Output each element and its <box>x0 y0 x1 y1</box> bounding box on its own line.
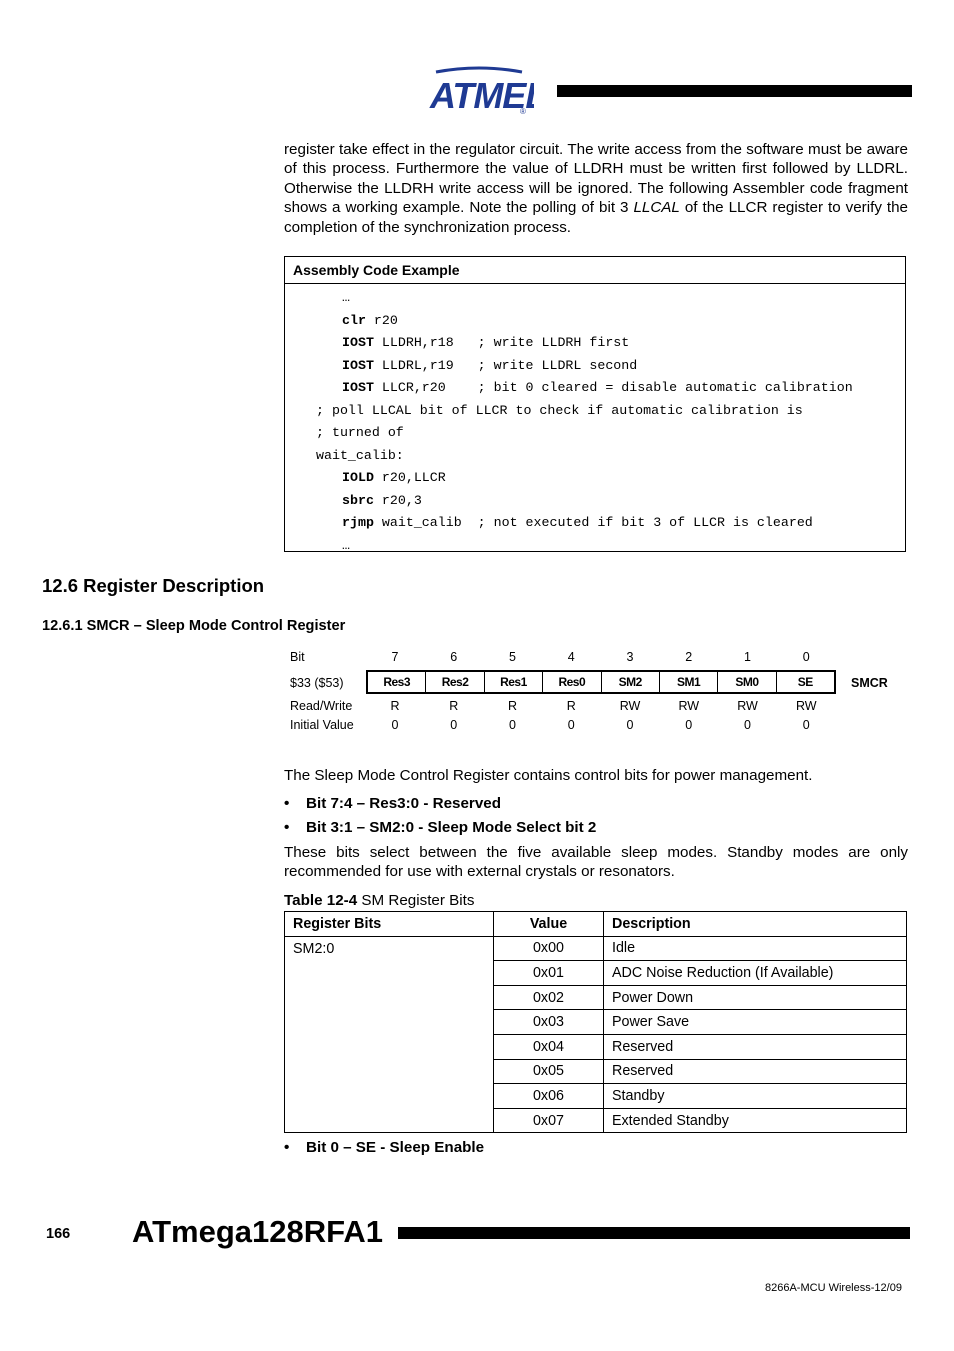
read-write-value: RW <box>678 699 700 713</box>
bit-number: 6 <box>450 650 458 664</box>
footer-bar <box>398 1227 910 1239</box>
intro-paragraph: register take effect in the regulator circuit. The write access from the software must be aware of this process. Furthermore the value of LLDRH must be written first followed by LLDRL. Otherwise the LLDRH write access will be ignored. The following Assembler code fragment shows a working example. Note the polling of bit 3 LLCAL of the LLCR register to verify the completion of the synchronization process. <box>284 141 909 236</box>
register-name: SMCR <box>851 676 888 690</box>
description-cell: Reserved <box>604 1034 907 1059</box>
bullet-sleep-mode-select: • Bit 3:1 – SM2:0 - Sleep Mode Select bit 2 <box>284 819 597 836</box>
atmel-logo <box>424 64 534 116</box>
initial-value: 0 <box>509 718 516 732</box>
bit-number: 2 <box>685 650 693 664</box>
header-bar <box>557 85 912 97</box>
initial-value: 0 <box>685 718 693 732</box>
llcal-emphasis: LLCAL <box>633 199 680 217</box>
description-cell: ADC Noise Reduction (If Available) <box>604 961 907 986</box>
register-field: SM1 <box>660 672 718 692</box>
register-field: Res1 <box>485 672 543 692</box>
register-field: SM2 <box>602 672 660 692</box>
table-row <box>285 936 907 961</box>
initial-value: 0 <box>567 718 575 732</box>
register-field: SM0 <box>718 672 776 692</box>
code-line: IOST LLDRH,r18 ; write LLDRH first <box>342 335 630 350</box>
section-heading: 12.6 Register Description <box>42 575 265 596</box>
register-address: $33 ($53) <box>290 676 344 690</box>
code-line: rjmp wait_calib ; not executed if bit 3 of LLCR is cleared <box>342 515 813 530</box>
code-example-title: Assembly Code Example <box>285 257 905 284</box>
code-line: clr r20 <box>342 312 398 328</box>
value-cell: 0x05 <box>494 1059 604 1084</box>
read-write-value: RW <box>737 699 758 713</box>
document-title: ATmega128RFA1 <box>132 1214 383 1249</box>
read-write-value: R <box>390 699 400 713</box>
code-line: ; poll LLCAL bit of LLCR to check if automatic calibration is <box>316 402 803 418</box>
value-cell: 0x00 <box>494 936 604 961</box>
svg-text:®: ® <box>520 107 526 116</box>
code-line: … <box>342 290 350 305</box>
header-register-bits: Register Bits <box>285 912 494 937</box>
table-caption: Table 12-4 SM Register Bits <box>284 892 475 909</box>
read-write-value: RW <box>795 699 817 713</box>
value-cell: 0x04 <box>494 1034 604 1059</box>
code-line: sbrc r20,3 <box>342 492 422 508</box>
read-write-value: RW <box>619 699 641 713</box>
bit-number: 0 <box>802 650 810 664</box>
description-cell: Power Down <box>604 985 907 1010</box>
description-cell: Reserved <box>604 1059 907 1084</box>
page-number: 166 <box>46 1226 71 1242</box>
document-code: 8266A-MCU Wireless-12/09 <box>765 1282 902 1294</box>
read-write-value: R <box>566 699 576 713</box>
initial-value: 0 <box>626 718 634 732</box>
sm-register-bits-table <box>284 911 907 1133</box>
code-line: wait_calib: <box>316 447 404 463</box>
description-cell: Extended Standby <box>604 1108 907 1133</box>
read-write-value: R <box>507 699 518 713</box>
register-bits-cell: SM2:0 <box>285 936 494 1133</box>
value-cell: 0x01 <box>494 961 604 986</box>
code-line: IOLD r20,LLCR <box>342 470 446 485</box>
value-cell: 0x07 <box>494 1108 604 1133</box>
bit-number: 4 <box>567 650 575 664</box>
code-line: ; turned of <box>316 425 404 440</box>
value-cell: 0x06 <box>494 1084 604 1109</box>
bullet-reserved: • Bit 7:4 – Res3:0 - Reserved <box>284 795 501 812</box>
code-line: IOST LLDRL,r19 ; write LLDRL second <box>342 357 638 373</box>
register-field: Res3 <box>368 672 426 692</box>
register-fields <box>366 670 836 694</box>
code-line: … <box>342 537 350 553</box>
register-field: Res0 <box>543 672 601 692</box>
bit-number: 5 <box>509 650 516 664</box>
code-example-box <box>284 256 906 552</box>
bit-label: Bit <box>290 650 305 664</box>
header-value: Value <box>494 912 604 937</box>
initial-value: 0 <box>450 718 458 732</box>
read-write-value: R <box>449 699 459 713</box>
bit-number: 3 <box>626 650 634 664</box>
description-cell: Power Save <box>604 1010 907 1035</box>
register-description: The Sleep Mode Control Register contains control bits for power management. <box>284 767 813 784</box>
code-line: IOST LLCR,r20 ; bit 0 cleared = disable automatic calibration <box>342 380 853 395</box>
register-field: Res2 <box>426 672 484 692</box>
description-cell: Standby <box>604 1084 907 1109</box>
value-cell: 0x03 <box>494 1010 604 1035</box>
sleep-mode-text: These bits select between the five available sleep modes. Standby modes are only recommended for use with external crystals or resonators. <box>284 844 908 881</box>
register-field: SE <box>797 675 813 689</box>
svg-text:ATMEL: ATME <box>430 75 526 116</box>
bullet-sleep-enable: • Bit 0 – SE - Sleep Enable <box>284 1139 485 1156</box>
initial-value: 0 <box>802 718 810 732</box>
initial-value-label: Initial Value <box>290 718 354 732</box>
initial-value: 0 <box>744 718 751 732</box>
read-write-label: Read/Write <box>290 699 353 713</box>
subsection-heading: 12.6.1 SMCR – Sleep Mode Control Register <box>42 618 346 634</box>
header-description: Description <box>604 912 907 937</box>
initial-value: 0 <box>391 718 399 732</box>
bit-number: 7 <box>391 650 399 664</box>
description-cell: Idle <box>604 936 907 961</box>
value-cell: 0x02 <box>494 985 604 1010</box>
bit-number: 1 <box>744 650 751 664</box>
